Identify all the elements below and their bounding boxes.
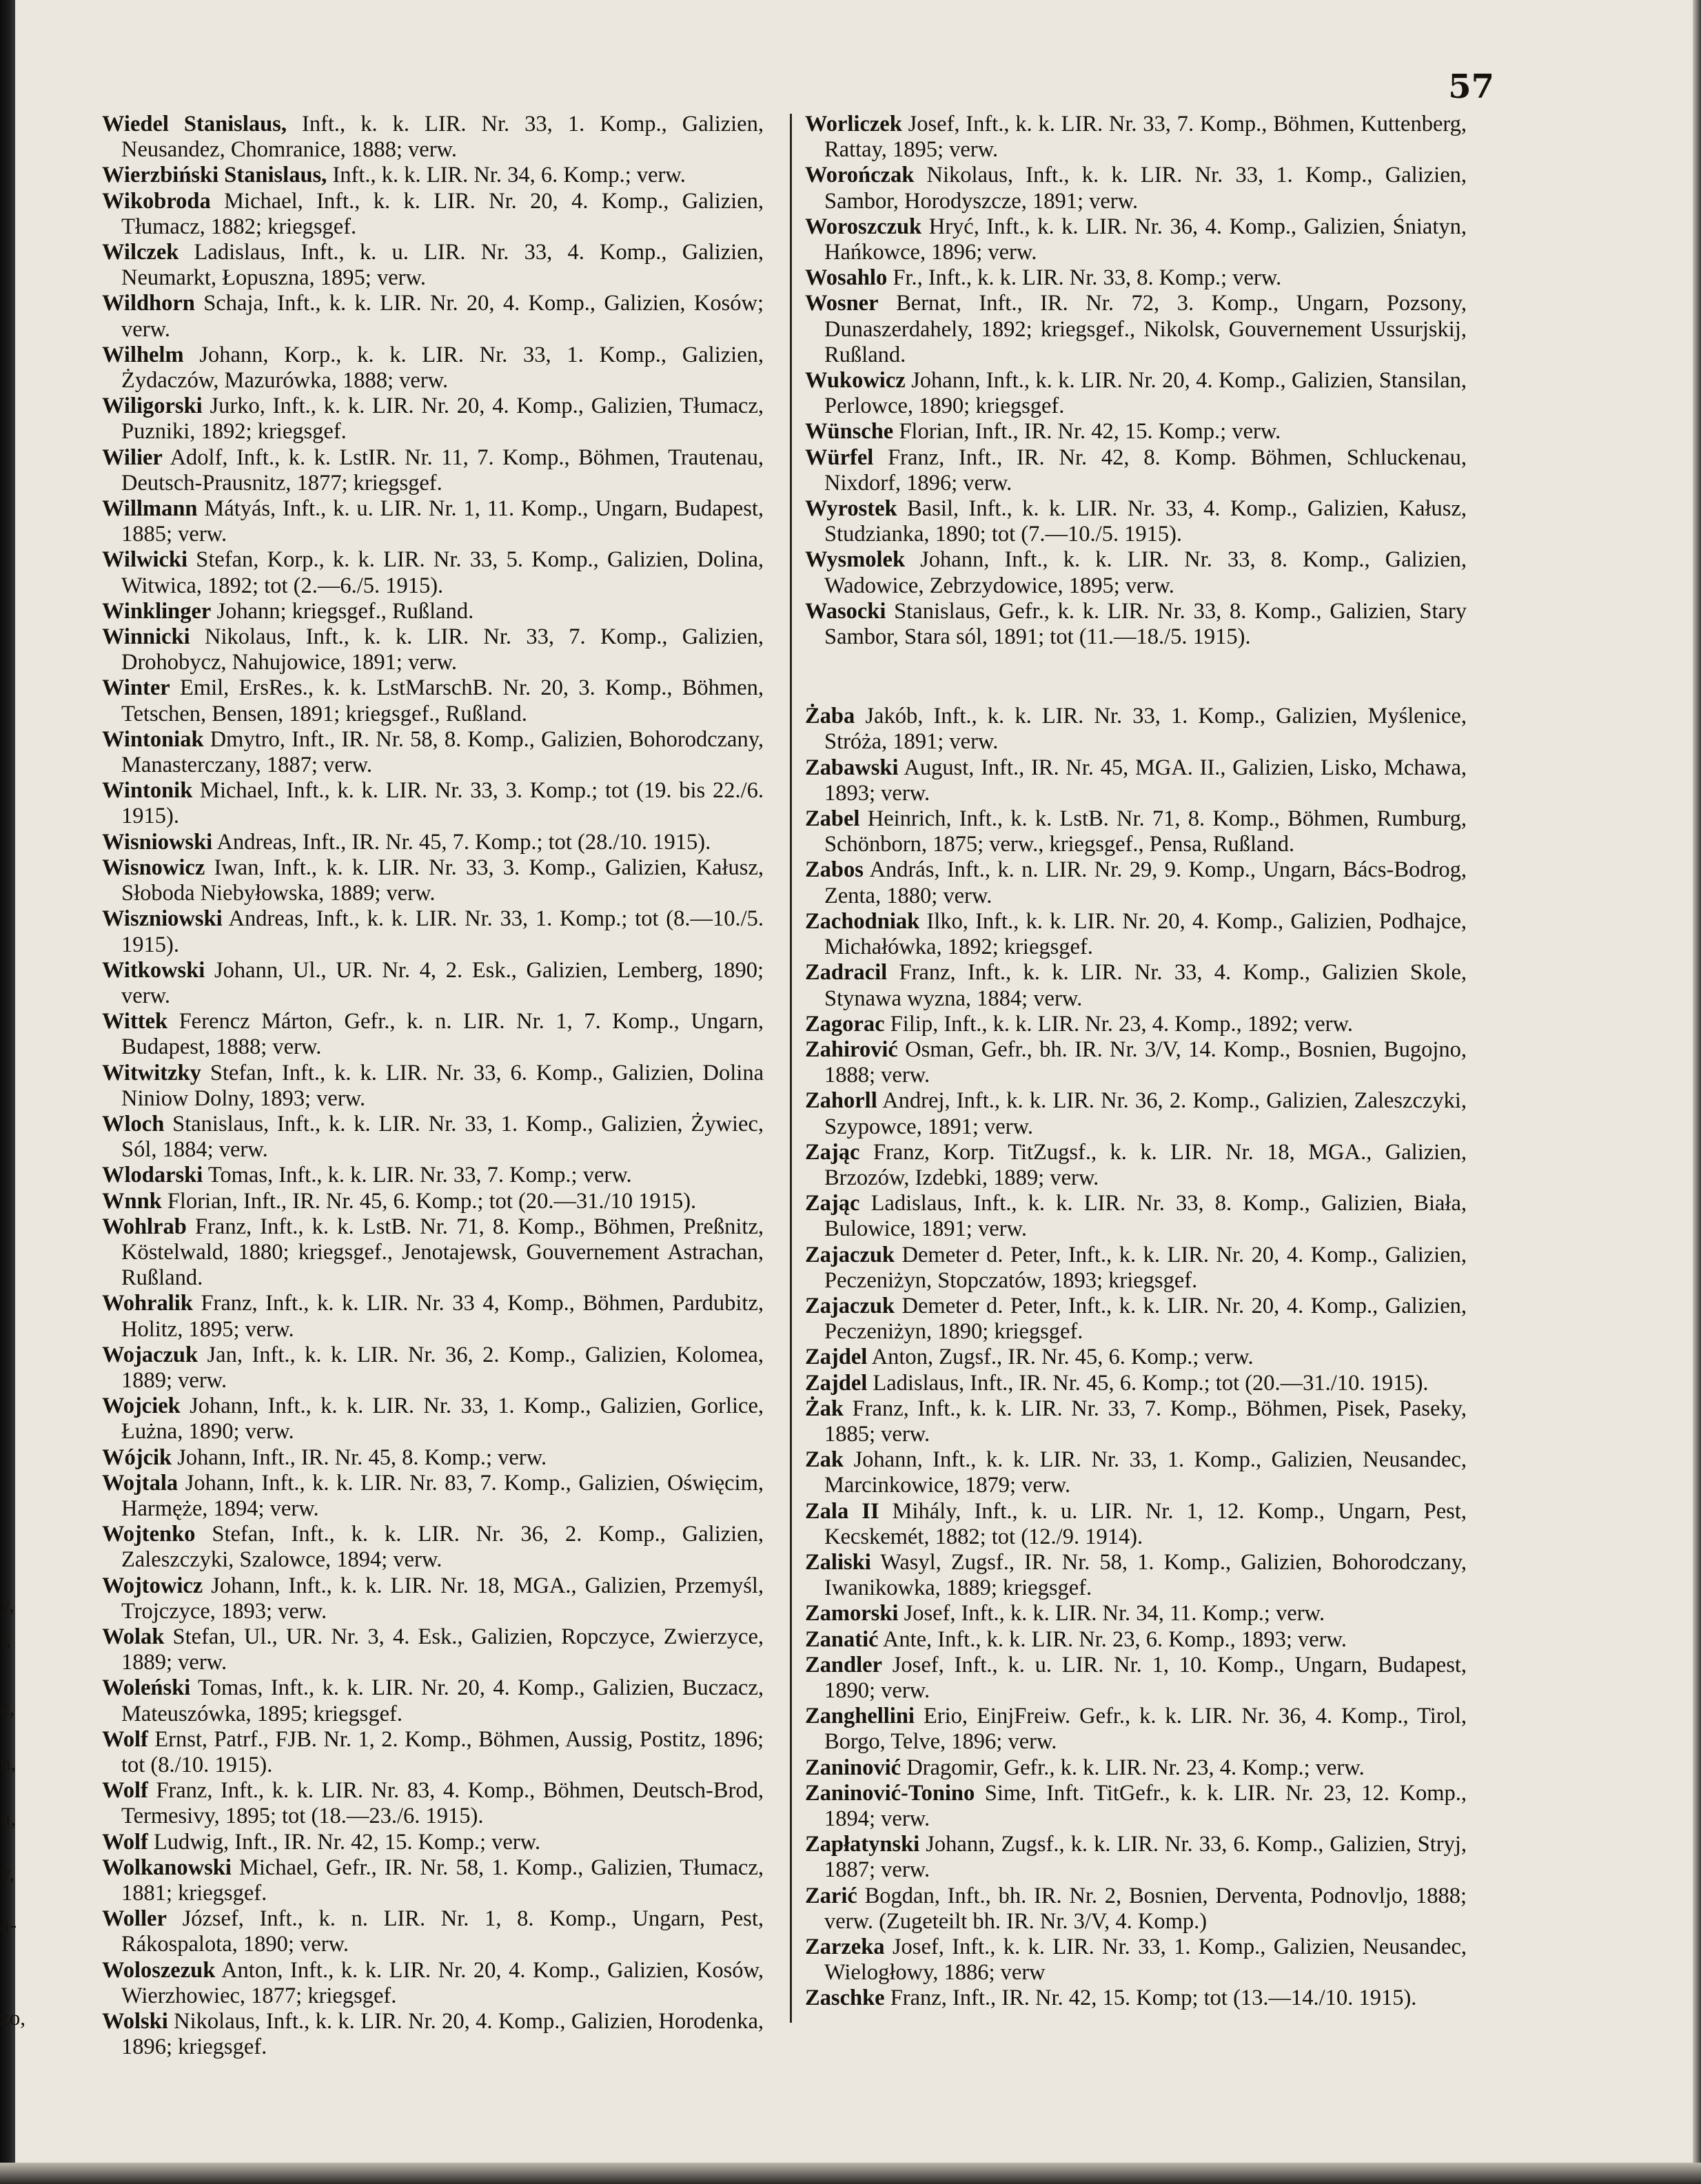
entry-surname: Żak: [805, 1396, 844, 1421]
entry-surname: Würfel: [805, 445, 874, 470]
entry-details: Adolf, Inft., k. k. LstIR. Nr. 11, 7. Komp., Böhmen, Trautenau, Deutsch-Prausnitz, 1877; kriegsgef.: [121, 445, 764, 496]
list-entry: [805, 291, 1467, 368]
right-column: [805, 112, 1467, 2012]
entry-details: Florian, Inft., IR. Nr. 42, 15. Komp.; verw.: [893, 419, 1281, 445]
entry-details: Nikolaus, Inft., k. k. LIR. Nr. 20, 4. Komp., Galizien, Horodenka, 1896; kriegsgef.: [121, 2009, 764, 2060]
list-entry: [805, 496, 1467, 547]
entry-surname: Wiligorski: [102, 394, 203, 419]
entry-surname: Zahorll: [805, 1088, 877, 1114]
list-entry: [805, 368, 1467, 419]
entry-surname: Zanghellini: [805, 1704, 915, 1729]
list-entry: [102, 1675, 764, 1726]
entry-surname: Wildhorn: [102, 291, 195, 316]
entry-surname: Wloch: [102, 1111, 165, 1136]
entry-details: Filip, Inft., k. k. LIR. Nr. 23, 4. Komp., 1892; verw.: [884, 1011, 1353, 1037]
list-entry: [102, 1214, 764, 1292]
entry-details: Jakób, Inft., k. k. LIR. Nr. 33, 1. Komp., Galizien, Myślenice, Stróża, 1891; verw.: [824, 704, 1467, 755]
entry-surname: Woloszezuk: [102, 1957, 216, 1983]
entry-surname: Wiedel Stanislaus,: [102, 112, 287, 136]
list-entry: [805, 1294, 1467, 1345]
entry-surname: Wojtenko: [102, 1522, 196, 1547]
entry-details: Johann, Inft., k. k. LIR. Nr. 18, MGA., Galizien, Przemyśl, Trojczyce, 1893; verw.: [121, 1573, 764, 1624]
entry-details: Stanislaus, Gefr., k. k. LIR. Nr. 33, 8. Komp., Galizien, Stary Sambor, Stara sól, 1891; tot (11.—18./5. 1915).: [824, 598, 1467, 650]
entry-details: Ilko, Inft., k. k. LIR. Nr. 20, 4. Komp., Galizien, Podhajce, Michałówka, 1892; kriegsgef.: [824, 908, 1467, 960]
entry-details: Franz, Inft., IR. Nr. 42, 8. Komp. Böhmen, Schluckenau, Nixdorf, 1896; verw.: [824, 445, 1467, 496]
entry-details: Michael, Gefr., IR. Nr. 58, 1. Komp., Galizien, Tłumacz, 1881; kriegsgef.: [121, 1855, 764, 1906]
entry-surname: Wiszniowski: [102, 906, 223, 932]
list-entry: [805, 1550, 1467, 1601]
list-entry: [805, 214, 1467, 265]
entry-surname: Zaninović: [805, 1755, 902, 1780]
list-entry: [102, 496, 764, 547]
entry-details: Johann, Inft., k. k. LIR. Nr. 20, 4. Komp., Galizien, Stansilan, Perlowce, 1890; kriegsgef.: [824, 368, 1467, 419]
list-entry: [805, 599, 1467, 650]
entry-details: Ladislaus, Inft., k. k. LIR. Nr. 33, 8. Komp., Galizien, Biała, Bulowice, 1891; verw.: [824, 1191, 1467, 1242]
list-entry: [102, 675, 764, 726]
list-entry: [805, 1986, 1467, 2011]
entry-surname: Wohralik: [102, 1291, 193, 1316]
list-entry: [805, 1755, 1467, 1781]
entry-details: Jan, Inft., k. k. LIR. Nr. 36, 2. Komp., Galizien, Kolomea, 1889; verw.: [121, 1342, 764, 1393]
entry-details: Osman, Gefr., bh. IR. Nr. 3/V, 14. Komp., Bosnien, Bugojno, 1888; verw.: [824, 1037, 1467, 1088]
list-entry: [102, 1855, 764, 1906]
entry-surname: Zaschke: [805, 1986, 885, 2011]
list-entry: [102, 1163, 764, 1188]
entry-surname: Zając: [805, 1191, 860, 1216]
entry-details: Bogdan, Inft., bh. IR. Nr. 2, Bosnien, Derventa, Podnovljo, 1888; verw. (Zugeteilt bh. IR. Nr. 3/V, 4. Komp.): [824, 1883, 1467, 1934]
list-entry: [102, 291, 764, 342]
entry-details: Nikolaus, Inft., k. k. LIR. Nr. 33, 1. Komp., Galizien, Sambor, Horodyszcze, 1891; verw.: [824, 163, 1467, 214]
entry-details: Franz, Inft., IR. Nr. 42, 15. Komp; tot (13.—14./10. 1915).: [884, 1986, 1417, 2011]
entry-surname: Zadracil: [805, 960, 888, 986]
list-entry: [102, 855, 764, 906]
list-entry: [102, 599, 764, 624]
entry-details: Johann, Inft., IR. Nr. 45, 8. Komp.; verw.: [172, 1445, 547, 1470]
list-entry: [102, 1394, 764, 1445]
entry-details: Wasyl, Zugsf., IR. Nr. 58, 1. Komp., Galizien, Bohorodczany, Iwanikowka, 1889; kriegsgef.: [824, 1549, 1467, 1601]
entry-details: Bernat, Inft., IR. Nr. 72, 3. Komp., Ungarn, Pozsony, Dunaszerdahely, 1892; kriegsgef., Nikolsk, Gouvernement Ussurjskij, Rußland.: [824, 291, 1467, 367]
entry-surname: Zabel: [805, 806, 860, 832]
list-entry: [805, 419, 1467, 445]
entry-surname: Wlodarski: [102, 1163, 203, 1188]
entry-surname: Winklinger: [102, 598, 212, 624]
entry-surname: Wukowicz: [805, 368, 906, 394]
entry-details: Mátyás, Inft., k. u. LIR. Nr. 1, 11. Komp., Ungarn, Budapest, 1885; verw.: [121, 496, 764, 547]
entry-details: Tomas, Inft., k. k. LIR. Nr. 33, 7. Komp.; verw.: [203, 1163, 632, 1188]
list-entry: [805, 1037, 1467, 1088]
list-entry: [805, 163, 1467, 214]
list-entry: [805, 909, 1467, 960]
entry-details: Dmytro, Inft., IR. Nr. 58, 8. Komp., Galizien, Bohorodczany, Manasterczany, 1887; verw.: [121, 726, 764, 778]
list-entry: [102, 1573, 764, 1624]
entry-details: Anton, Inft., k. k. LIR. Nr. 20, 4. Komp., Galizien, Kosów, Wierzhowiec, 1877; kriegsgef.: [121, 1957, 764, 2008]
column-divider: [790, 114, 792, 2023]
list-entry: [805, 960, 1467, 1011]
entry-details: Ferencz Márton, Gefr., k. n. LIR. Nr. 1, 7. Komp., Ungarn, Budapest, 1888; verw.: [121, 1009, 764, 1060]
entry-details: Nikolaus, Inft., k. k. LIR. Nr. 33, 7. Komp., Galizien, Drohobycz, Nahujowice, 1891; verw.: [121, 624, 764, 675]
entry-surname: Wolf: [102, 1829, 148, 1855]
left-column: [102, 112, 764, 2060]
entry-details: Josef, Inft., k. k. LIR. Nr. 33, 7. Komp., Böhmen, Kuttenberg, Rattay, 1895; verw.: [824, 112, 1467, 163]
entry-surname: Żaba: [805, 704, 855, 729]
list-entry: [805, 1781, 1467, 1832]
entry-details: Michael, Inft., k. k. LIR. Nr. 33, 3. Komp.; tot (19. bis 22./6. 1915).: [121, 778, 764, 829]
entry-details: August, Inft., IR. Nr. 45, MGA. II., Galizien, Lisko, Mchawa, 1893; verw.: [824, 755, 1467, 806]
list-entry: [102, 830, 764, 855]
entry-surname: Zandler: [805, 1652, 882, 1677]
list-entry: [102, 189, 764, 240]
entry-surname: Wilhelm: [102, 342, 184, 367]
entry-details: Franz, Inft., k. k. LIR. Nr. 83, 4. Komp., Böhmen, Deutsch-Brod, Termesivy, 1895; tot (18.—23./6. 1915).: [121, 1778, 764, 1829]
list-entry: [102, 1727, 764, 1778]
entry-surname: Wolf: [102, 1778, 148, 1804]
list-entry: [102, 163, 764, 188]
list-entry: [102, 1830, 764, 1855]
entry-details: Ernst, Patrf., FJB. Nr. 1, 2. Komp., Böhmen, Aussig, Postitz, 1896; tot (8./10. 1915).: [121, 1726, 764, 1777]
list-entry: [102, 240, 764, 291]
entry-surname: Wintoniak: [102, 726, 204, 752]
entry-surname: Zanatić: [805, 1626, 879, 1652]
entry-surname: Zamorski: [805, 1601, 899, 1626]
entry-surname: Zapłatynski: [805, 1832, 920, 1857]
entry-surname: Wojaczuk: [102, 1342, 198, 1367]
list-entry: [102, 1522, 764, 1573]
list-entry: [805, 1832, 1467, 1883]
list-entry: [805, 1012, 1467, 1037]
entry-details: Franz, Korp. TitZugsf., k. k. LIR. Nr. 18, MGA., Galizien, Brzozów, Izdebki, 1889; verw.: [824, 1139, 1467, 1190]
list-entry: [102, 1189, 764, 1214]
entry-details: Johann, Inft., k. k. LIR. Nr. 33, 1. Komp., Galizien, Gorlice, Łużna, 1890; verw.: [121, 1394, 764, 1445]
entry-surname: Zaninović-Tonino: [805, 1780, 975, 1806]
entry-surname: Zajaczuk: [805, 1242, 895, 1267]
entry-surname: Woleński: [102, 1675, 191, 1701]
list-entry: [102, 547, 764, 598]
entry-details: Johann; kriegsgef., Rußland.: [211, 598, 474, 624]
entry-surname: Wilczek: [102, 240, 179, 265]
entry-surname: Zajdel: [805, 1345, 868, 1370]
entry-details: Schaja, Inft., k. k. LIR. Nr. 20, 4. Komp., Galizien, Kosów; verw.: [121, 291, 764, 342]
entry-surname: Wilier: [102, 445, 163, 470]
list-entry: [102, 1445, 764, 1471]
list-entry: [102, 1112, 764, 1163]
entry-details: Johann, Inft., k. k. LIR. Nr. 33, 8. Komp., Galizien, Wadowice, Zebrzydowice, 1895; verw.: [824, 547, 1467, 598]
entry-details: Demeter d. Peter, Inft., k. k. LIR. Nr. 20, 4. Komp., Galizien, Peczeniżyn, Stopczatów, 1893; kriegsgef.: [824, 1242, 1467, 1293]
entry-surname: Zahirović: [805, 1037, 898, 1062]
list-entry: [805, 1371, 1467, 1396]
list-entry: [805, 1447, 1467, 1498]
entry-surname: Woller: [102, 1906, 167, 1932]
entry-details: Johann, Ul., UR. Nr. 4, 2. Esk., Galizien, Lemberg, 1890; verw.: [121, 957, 764, 1008]
entry-details: Johann, Inft., k. k. LIR. Nr. 83, 7. Komp., Galizien, Oświęcim, Harmęże, 1894; verw.: [121, 1470, 764, 1521]
entry-details: Stefan, Inft., k. k. LIR. Nr. 33, 6. Komp., Galizien, Dolina Niniow Dolny, 1893; verw.: [121, 1060, 764, 1111]
entry-details: Franz, Inft., k. k. LstB. Nr. 71, 8. Komp., Böhmen, Preßnitz, Köstelwald, 1880; kriegsgef., Jenotajewsk, Gouvernement Astrachan, Rußland.: [121, 1214, 764, 1291]
list-entry: [805, 857, 1467, 908]
section-gap: [805, 650, 1467, 704]
entry-surname: Wojtala: [102, 1470, 179, 1496]
list-entry: [805, 112, 1467, 163]
entry-surname: Worończak: [805, 163, 915, 188]
entry-surname: Zak: [805, 1447, 844, 1473]
scan-edge-bottom: [0, 2163, 1701, 2184]
entry-surname: Witwitzky: [102, 1060, 201, 1085]
entry-surname: Wolak: [102, 1624, 165, 1649]
entry-details: Demeter d. Peter, Inft., k. k. LIR. Nr. 20, 4. Komp., Galizien, Peczeniżyn, 1890; kriegsgef.: [824, 1293, 1467, 1345]
entry-surname: Zala II: [805, 1498, 879, 1524]
entry-details: Inft., k. k. LIR. Nr. 34, 6. Komp.; verw.: [327, 163, 686, 188]
entry-surname: Wójcik: [102, 1445, 172, 1470]
entry-surname: Zabos: [805, 857, 864, 883]
entry-details: Ante, Inft., k. k. LIR. Nr. 23, 6. Komp., 1893; verw.: [878, 1626, 1347, 1652]
entry-details: Michael, Inft., k. k. LIR. Nr. 20, 4. Komp., Galizien, Tłumacz, 1882; kriegsgef.: [121, 188, 764, 239]
list-entry: [805, 1396, 1467, 1447]
entry-surname: Zagorac: [805, 1011, 885, 1037]
entry-surname: Zajdel: [805, 1370, 868, 1396]
entry-surname: Wosahlo: [805, 265, 888, 291]
entry-surname: Zarzeka: [805, 1935, 885, 1960]
entry-surname: Wintonik: [102, 778, 193, 804]
list-entry: [102, 1291, 764, 1342]
list-entry: [102, 1778, 764, 1829]
list-entry: [102, 2009, 764, 2060]
entry-details: Erio, EinjFreiw. Gefr., k. k. LIR. Nr. 36, 4. Komp., Tirol, Borgo, Telve, 1896; verw.: [824, 1704, 1467, 1755]
list-entry: [102, 394, 764, 445]
scan-edge-right: [1693, 0, 1701, 2184]
entry-surname: Wierzbiński Stanislaus,: [102, 163, 327, 188]
entry-details: Johann, Zugsf., k. k. LIR. Nr. 33, 6. Komp., Galizien, Stryj, 1887; verw.: [824, 1832, 1467, 1883]
list-entry: [805, 265, 1467, 291]
list-entry: [102, 1624, 764, 1675]
entry-details: Iwan, Inft., k. k. LIR. Nr. 33, 3. Komp., Galizien, Kałusz, Słoboda Niebyłowska, 1889; verw.: [121, 855, 764, 906]
entry-details: Josef, Inft., k. k. LIR. Nr. 33, 1. Komp., Galizien, Neusandec, Wielogłowy, 1886; verw: [824, 1935, 1467, 1986]
entry-details: Stanislaus, Inft., k. k. LIR. Nr. 33, 1. Komp., Galizien, Żywiec, Sól, 1884; verw.: [121, 1111, 764, 1163]
list-entry: [805, 1345, 1467, 1370]
margin-fragment: zo,: [0, 2006, 26, 2030]
entry-surname: Wikobroda: [102, 188, 211, 214]
entry-surname: Wünsche: [805, 419, 894, 445]
entry-surname: Wittek: [102, 1009, 168, 1034]
list-entry: [102, 1958, 764, 2009]
entry-surname: Zarić: [805, 1883, 857, 1908]
list-entry: [102, 906, 764, 957]
entry-details: Andreas, Inft., k. k. LIR. Nr. 33, 1. Komp.; tot (8.—10./5. 1915).: [121, 906, 764, 957]
list-entry: [805, 1627, 1467, 1653]
list-entry: [102, 778, 764, 829]
list-entry: [805, 755, 1467, 806]
w-entries: [805, 112, 1467, 650]
margin-fragment: y,: [0, 1861, 15, 1885]
entry-surname: Zaliski: [805, 1549, 871, 1575]
list-entry: [102, 624, 764, 675]
list-entry: [805, 1499, 1467, 1550]
entry-details: Emil, ErsRes., k. k. LstMarschB. Nr. 20, 3. Komp., Böhmen, Tetschen, Bensen, 1891; kriegsgef., Rußland.: [121, 675, 764, 726]
list-entry: [805, 704, 1467, 755]
list-entry: [102, 1471, 764, 1522]
list-entry: [102, 1343, 764, 1394]
entry-surname: Wisniowski: [102, 829, 213, 855]
list-entry: [102, 727, 764, 778]
entry-details: Andrej, Inft., k. k. LIR. Nr. 36, 2. Komp., Galizien, Zaleszczyki, Szypowce, 1891; verw.: [824, 1088, 1467, 1139]
entry-surname: Woroszczuk: [805, 214, 922, 239]
entry-surname: Wosner: [805, 291, 879, 316]
list-entry: [102, 1061, 764, 1112]
entry-surname: Wasocki: [805, 598, 886, 624]
entry-surname: Zabawski: [805, 755, 899, 780]
entry-surname: Wyrostek: [805, 496, 897, 522]
list-entry: [805, 445, 1467, 496]
list-entry: [805, 1191, 1467, 1242]
entry-surname: Wisnowicz: [102, 855, 205, 880]
list-entry: [805, 1088, 1467, 1139]
entry-details: Franz, Inft., k. k. LIR. Nr. 33 4, Komp., Böhmen, Pardubitz, Holitz, 1895; verw.: [121, 1291, 764, 1342]
entry-details: Franz, Inft., k. k. LIR. Nr. 33, 7. Komp., Böhmen, Pisek, Paseky, 1885; verw.: [824, 1396, 1467, 1447]
list-entry: [805, 547, 1467, 598]
entry-surname: Willmann: [102, 496, 198, 522]
margin-fragment: n,: [0, 1751, 17, 1775]
entry-details: András, Inft., k. n. LIR. Nr. 29, 9. Komp., Ungarn, Bács-Bodrog, Zenta, 1880; verw.: [824, 857, 1467, 908]
entry-details: Florian, Inft., IR. Nr. 45, 6. Komp.; tot (20.—31./10 1915).: [161, 1188, 697, 1214]
entry-details: Dragomir, Gefr., k. k. LIR. Nr. 23, 4. Komp.; verw.: [901, 1755, 1365, 1780]
entry-surname: Winter: [102, 675, 170, 701]
entry-details: József, Inft., k. n. LIR. Nr. 1, 8. Komp., Ungarn, Pest, Rákospalota, 1890; verw.: [121, 1906, 764, 1957]
margin-fragment: c,: [0, 1695, 15, 1719]
entry-details: Johann, Inft., k. k. LIR. Nr. 33, 1. Komp., Galizien, Neusandec, Marcinkowice, 1879; verw.: [824, 1447, 1467, 1498]
list-entry: [102, 958, 764, 1009]
list-entry: [102, 1906, 764, 1957]
list-entry: [102, 1009, 764, 1060]
entry-surname: Zachodniak: [805, 908, 920, 934]
list-entry: [805, 1704, 1467, 1755]
entry-details: Mihály, Inft., k. u. LIR. Nr. 1, 12. Komp., Ungarn, Pest, Kecskemét, 1882; tot (12./9. 1914).: [824, 1498, 1467, 1549]
entry-details: Ladislaus, Inft., IR. Nr. 45, 6. Komp.; tot (20.—31./10. 1915).: [867, 1370, 1429, 1396]
entry-details: Josef, Inft., k. k. LIR. Nr. 34, 11. Komp.; verw.: [898, 1601, 1325, 1626]
entry-details: Hryć, Inft., k. k. LIR. Nr. 36, 4. Komp., Galizien, Śniatyn, Hańkowce, 1896; verw.: [824, 214, 1467, 265]
entry-surname: Zajaczuk: [805, 1293, 895, 1318]
entry-details: Andreas, Inft., IR. Nr. 45, 7. Komp.; tot (28./10. 1915).: [212, 829, 711, 855]
list-entry: [805, 1140, 1467, 1191]
entry-surname: Wolkanowski: [102, 1855, 232, 1880]
list-entry: [102, 112, 764, 163]
margin-fragment: u,: [0, 1806, 17, 1830]
entry-surname: Wilwicki: [102, 547, 188, 573]
entry-surname: Wolski: [102, 2009, 168, 2034]
entry-surname: Wnnk: [102, 1188, 162, 1214]
entry-surname: Wohlrab: [102, 1214, 187, 1239]
entry-details: Stefan, Inft., k. k. LIR. Nr. 36, 2. Komp., Galizien, Zaleszczyki, Szalowce, 1894; verw.: [121, 1522, 764, 1573]
margin-fragment: y,: [0, 1592, 15, 1616]
list-entry: [102, 343, 764, 394]
entry-surname: Wolf: [102, 1726, 148, 1752]
entry-details: Fr., Inft., k. k. LIR. Nr. 33, 8. Komp.; verw.: [887, 265, 1282, 291]
entry-details: Basil, Inft., k. k. LIR. Nr. 33, 4. Komp., Galizien, Kałusz, Studzianka, 1890; tot (7.—10./5. 1915).: [824, 496, 1467, 547]
entry-details: Sime, Inft. TitGefr., k. k. LIR. Nr. 23, 12. Komp., 1894; verw.: [824, 1780, 1467, 1831]
list-entry: [805, 1653, 1467, 1704]
list-entry: [805, 1601, 1467, 1626]
z-entries: [805, 704, 1467, 2011]
entry-details: Franz, Inft., k. k. LIR. Nr. 33, 4. Komp., Galizien Skole, Stynawa wyzna, 1884; verw.: [824, 960, 1467, 1011]
entry-details: Heinrich, Inft., k. k. LstB. Nr. 71, 8. Komp., Böhmen, Rumburg, Schönborn, 1875; verw., kriegsgef., Pensa, Rußland.: [824, 806, 1467, 857]
page-number: 57: [1448, 68, 1494, 106]
list-entry: [805, 1243, 1467, 1294]
margin-fragment: a-: [0, 1912, 17, 1937]
entry-surname: Wojciek: [102, 1394, 181, 1419]
entry-details: Anton, Zugsf., IR. Nr. 45, 6. Komp.; verw.: [867, 1345, 1254, 1370]
entry-surname: Wysmolek: [805, 547, 906, 573]
entry-details: Inft., k. k. LIR. Nr. 33, 1. Komp., Galizien, Neusandez, Chomranice, 1888; verw.: [121, 112, 764, 163]
entry-surname: Zając: [805, 1139, 860, 1165]
entry-details: Tomas, Inft., k. k. LIR. Nr. 20, 4. Komp., Galizien, Buczacz, Mateuszówka, 1895; kriegsgef.: [121, 1675, 764, 1726]
entry-surname: Witkowski: [102, 957, 205, 983]
entry-surname: Wojtowicz: [102, 1573, 203, 1598]
entry-details: Ludwig, Inft., IR. Nr. 42, 15. Komp.; verw.: [147, 1829, 541, 1855]
list-entry: [102, 445, 764, 496]
entry-details: Johann, Korp., k. k. LIR. Nr. 33, 1. Komp., Galizien, Żydaczów, Mazurówka, 1888; verw.: [121, 342, 764, 394]
list-entry: [805, 1935, 1467, 1986]
entry-details: Josef, Inft., k. u. LIR. Nr. 1, 10. Komp., Ungarn, Budapest, 1890; verw.: [824, 1652, 1467, 1703]
list-entry: [805, 1884, 1467, 1935]
margin-fragment: l,: [0, 1626, 12, 1651]
entry-details: Ladislaus, Inft., k. u. LIR. Nr. 33, 4. Komp., Galizien, Neumarkt, Łopuszna, 1895; verw.: [121, 240, 764, 291]
scan-edge-left: [0, 0, 15, 2184]
entry-surname: Worliczek: [805, 112, 902, 136]
entry-details: Jurko, Inft., k. k. LIR. Nr. 20, 4. Komp., Galizien, Tłumacz, Puzniki, 1892; kriegsgef.: [121, 394, 764, 445]
entry-details: Stefan, Korp., k. k. LIR. Nr. 33, 5. Komp., Galizien, Dolina, Witwica, 1892; tot (2.—6./5. 1915).: [121, 547, 764, 598]
list-entry: [805, 806, 1467, 857]
entry-surname: Winnicki: [102, 624, 190, 650]
entry-details: Stefan, Ul., UR. Nr. 3, 4. Esk., Galizien, Ropczyce, Zwierzyce, 1889; verw.: [121, 1624, 764, 1675]
